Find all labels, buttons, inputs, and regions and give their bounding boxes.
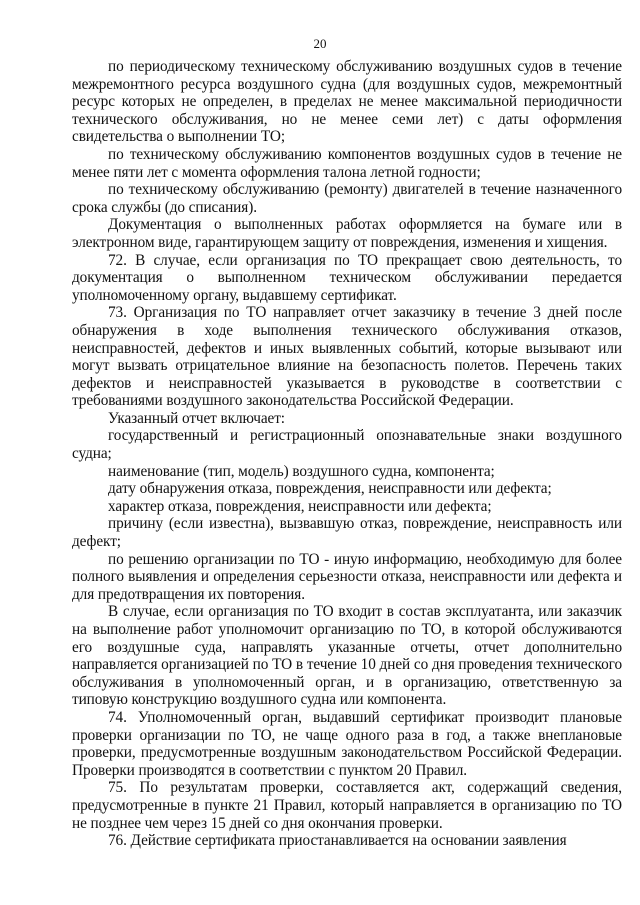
paragraph-report-includes: Указанный отчет включает: xyxy=(108,409,285,427)
paragraph-clause-73: 73. Организация по ТО направляет отчет заказчику в течение 3 дней после обнаружения в ходе выполнения технического обслуживания отказов, неисправностей, дефектов и иных выявленных событий, которые вызывают или могут вызвать отрицательное влияние на безопасность полетов. Перечень таких дефектов и неисправностей указывается в руководстве в соответствии с требованиями воздушного законодательства Российской Федерации. xyxy=(72,304,622,410)
paragraph-clause-72: 72. В случае, если организация по ТО прекращает свою деятельность, то документация о выполненном техническом обслуживании передается уполномоченному органу, выдавшему сертификат. xyxy=(72,251,622,304)
paragraph-records-components: по техническому обслуживанию компонентов воздушных судов в течение не менее пяти лет с момента оформления талона летной годности; xyxy=(72,145,622,181)
list-item-other-info: по решению организации по ТО - иную информацию, необходимую для более полного выявления и определения серьезности отказа, неисправности или дефекта и для предотвращения их повторения. xyxy=(72,550,622,603)
list-item-detection-date: дату обнаружения отказа, повреждения, неисправности или дефекта; xyxy=(108,480,552,498)
paragraph-clause-76: 76. Действие сертификата приостанавливается на основании заявления xyxy=(108,832,567,850)
paragraph-additional-reporting: В случае, если организация по ТО входит в состав эксплуатанта, или заказчик на выполнение работ уполномочит организацию по ТО, в которой обслуживаются его воздушные суда, направлять указанные отчеты, отчет дополнительно направляется организацией по ТО в течение 10 дней со дня проведения технического обслуживания в уполномоченный орган, и в организацию, ответственную за типовую конструкцию воздушного судна или компонента. xyxy=(72,603,622,709)
paragraph-records-aircraft: по периодическому техническому обслуживанию воздушных судов в течение межремонтного ресурса воздушного судна (для воздушных судов, межремонтный ресурс которых не определен, в пределах не менее максимальной периодичности технического обслуживания, но не менее семи лет) с даты оформления свидетельства о выполнении ТО; xyxy=(72,58,622,146)
list-item-aircraft-name: наименование (тип, модель) воздушного судна, компонента; xyxy=(108,462,495,480)
list-item-failure-cause: причину (если известна), вызвавшую отказ, повреждение, неисправность или дефект; xyxy=(72,515,622,551)
document-body xyxy=(72,58,622,850)
page-number: 20 xyxy=(313,36,327,51)
paragraph-records-engines: по техническому обслуживанию (ремонту) двигателей в течение назначенного срока службы (до списания). xyxy=(72,181,622,216)
paragraph-clause-74: 74. Уполномоченный орган, выдавший сертификат производит плановые проверки организации по ТО, не чаще одного раза в год, а также внеплановые проверки, предусмотренные воздушным законодательством Российской Федерации. Проверки производятся в соответствии с пунктом 20 Правил. xyxy=(72,708,622,779)
list-item-registration-marks: государственный и регистрационный опознавательные знаки воздушного судна; xyxy=(72,427,622,463)
paragraph-documentation-format: Документация о выполненных работах оформляется на бумаге или в электронном виде, гарантирующем защиту от повреждения, изменения и хищения. xyxy=(72,216,622,251)
paragraph-clause-75: 75. По результатам проверки, составляется акт, содержащий сведения, предусмотренные в пункте 21 Правил, который направляется в организацию по ТО не позднее чем через 15 дней со дня окончания проверки. xyxy=(72,779,622,832)
list-item-failure-nature: характер отказа, повреждения, неисправности или дефекта; xyxy=(108,497,492,515)
